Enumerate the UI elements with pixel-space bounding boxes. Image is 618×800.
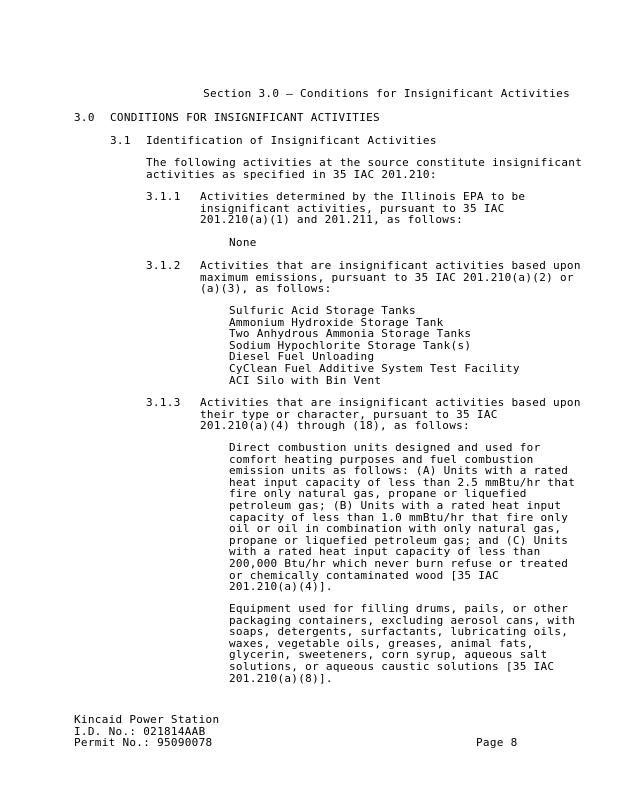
page-number: Page 8	[476, 736, 518, 749]
list-item: ACI Silo with Bin Vent	[229, 373, 382, 387]
item-text-line: maximum emissions, pursuant to 35 IAC 201.210(a)(2) or	[200, 270, 574, 284]
list-item: Ammonium Hydroxide Storage Tank	[229, 315, 444, 329]
paragraph-line: glycerin, sweeteners, corn syrup, aqueous salt	[229, 648, 548, 662]
item-text-line: (a)(3), as follows:	[200, 282, 332, 296]
paragraph-line: propane or liquefied petroleum gas; and (C) Units	[229, 533, 569, 547]
list-item: Diesel Fuel Unloading	[229, 350, 375, 364]
subsection-intro	[146, 157, 582, 180]
footer-line: I.D. No.: 021814AAB	[74, 724, 206, 738]
subsection-title: Identification of Insignificant Activities	[146, 134, 437, 147]
item-number: 3.1.2	[146, 259, 181, 272]
item-text	[200, 397, 581, 432]
paragraph-line: soaps, detergents, surfactants, lubricating oils,	[229, 625, 569, 639]
section-title: CONDITIONS FOR INSIGNIFICANT ACTIVITIES	[110, 111, 380, 124]
intro-line: The following activities at the source constitute insignificant	[146, 156, 583, 169]
paragraph-line: heat input capacity of less than 2.5 mmBtu/hr that	[229, 475, 576, 489]
item-number: 3.1.1	[146, 190, 181, 203]
item-text	[200, 260, 581, 295]
item-value: None	[229, 236, 257, 249]
filling-equipment-paragraph	[229, 603, 575, 684]
page-footer	[74, 714, 219, 749]
list-item: CyClean Fuel Additive System Test Facility	[229, 361, 520, 375]
item-text-line: insignificant activities, pursuant to 35 IAC	[200, 201, 505, 215]
item-text-line: Activities that are insignificant activities based upon	[200, 259, 581, 272]
footer-line: Permit No.: 95090078	[74, 736, 213, 750]
activity-list	[229, 305, 520, 386]
paragraph-line: 201.210(a)(4)].	[229, 580, 333, 594]
paragraph-line: Equipment used for filling drums, pails, or other	[229, 602, 569, 615]
item-text	[200, 191, 525, 226]
item-text-line: Activities that are insignificant activities based upon	[200, 396, 581, 409]
paragraph-line: emission units as follows: (A) Units with a rated	[229, 464, 569, 478]
paragraph-line: petroleum gas; (B) Units with a rated heat input	[229, 498, 562, 512]
paragraph-line: capacity of less than 1.0 mmBtu/hr that fire only	[229, 510, 569, 524]
footer-line: Kincaid Power Station	[74, 713, 220, 726]
page-header: Section 3.0 – Conditions for Insignificant Activities	[203, 87, 570, 100]
paragraph-line: oil or oil in combination with only natural gas,	[229, 522, 562, 536]
item-text-line: Activities determined by the Illinois EPA to be	[200, 190, 526, 203]
subsection-number: 3.1	[110, 134, 131, 147]
paragraph-line: waxes, vegetable oils, greases, animal fats,	[229, 636, 534, 650]
item-text-line: 201.210(a)(4) through (18), as follows:	[200, 419, 470, 433]
section-number: 3.0	[74, 111, 95, 124]
list-item: Sulfuric Acid Storage Tanks	[229, 304, 416, 317]
paragraph-line: or chemically contaminated wood [35 IAC	[229, 568, 499, 582]
paragraph-line: packaging containers, excluding aerosol cans, with	[229, 613, 576, 627]
item-number: 3.1.3	[146, 396, 181, 409]
combustion-paragraph	[229, 442, 575, 593]
paragraph-line: 201.210(a)(8)].	[229, 671, 333, 685]
paragraph-line: Direct combustion units designed and used for	[229, 441, 541, 454]
paragraph-line: comfort heating purposes and fuel combustion	[229, 452, 534, 466]
paragraph-line: with a rated heat input capacity of less than	[229, 545, 541, 559]
paragraph-line: fire only natural gas, propane or liquefied	[229, 487, 527, 501]
list-item: Sodium Hypochlorite Storage Tank(s)	[229, 338, 472, 352]
item-text-line: their type or character, pursuant to 35 IAC	[200, 407, 498, 421]
paragraph-line: 200,000 Btu/hr which never burn refuse or treated	[229, 556, 569, 570]
item-text-line: 201.210(a)(1) and 201.211, as follows:	[200, 213, 464, 227]
paragraph-line: solutions, or aqueous caustic solutions [35 IAC	[229, 659, 555, 673]
list-item: Two Anhydrous Ammonia Storage Tanks	[229, 327, 472, 341]
intro-line: activities as specified in 35 IAC 201.210:	[146, 167, 437, 181]
